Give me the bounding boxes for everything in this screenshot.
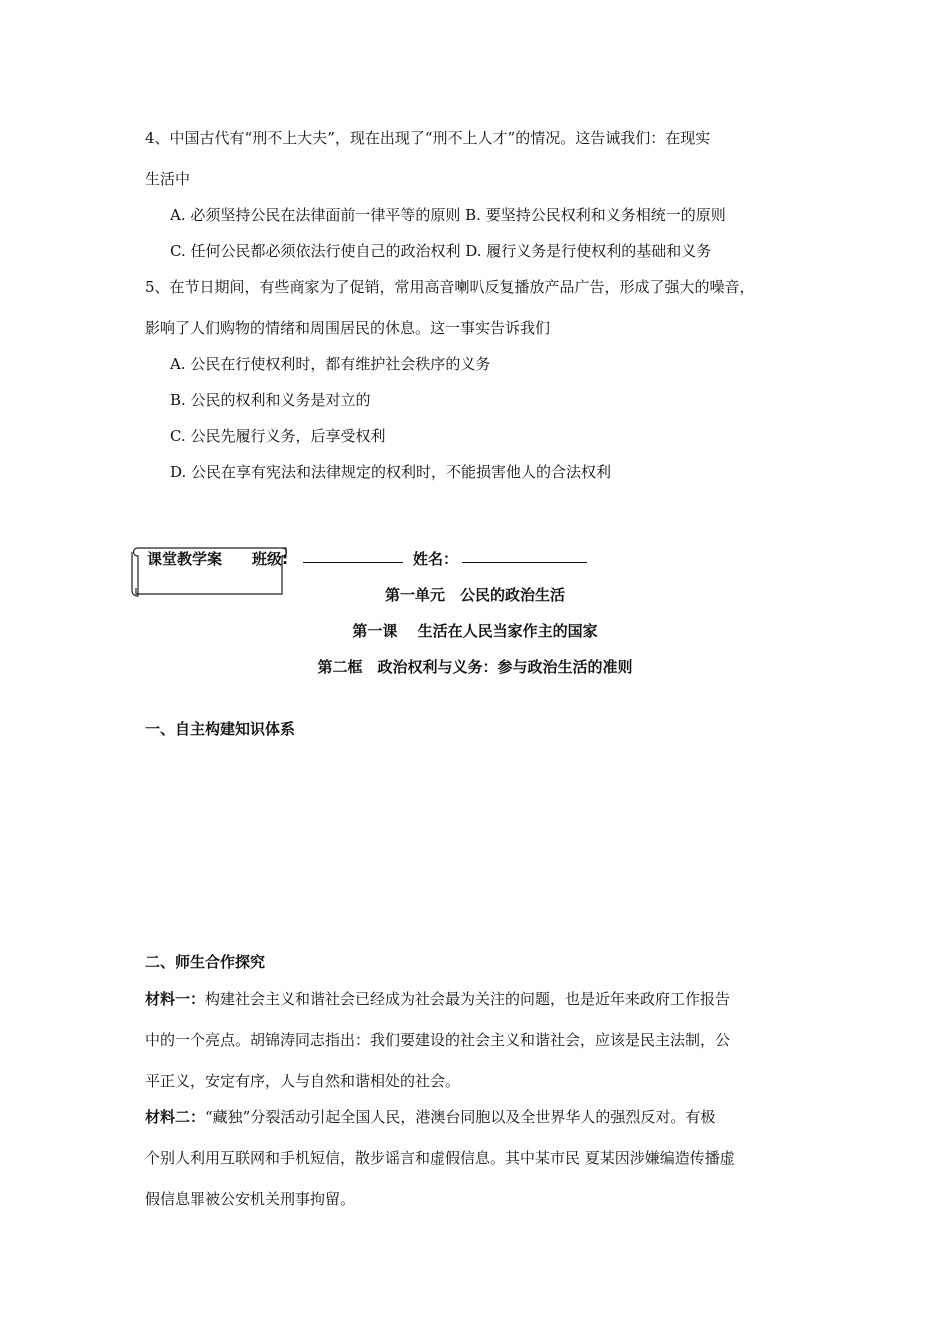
question-4-stem-line2: 生活中: [145, 170, 191, 188]
material-1-line2: 中的一个亮点。胡锦涛同志指出：我们要建设的社会主义和谐社会，应该是民主法制，公: [145, 1031, 731, 1049]
material-2-line2: 个别人利用互联网和手机短信，散步谣言和虚假信息。其中某市民 夏某因涉嫌编造传播虚: [145, 1149, 735, 1167]
case-label: 课堂教学案: [147, 550, 223, 568]
section-2-heading: 二、师生合作探究: [145, 953, 266, 971]
unit-title: 第一单元 公民的政治生活: [384, 586, 565, 604]
lesson-title: 第一课 生活在人民当家作主的国家: [352, 622, 598, 640]
frame-title: 第二框 政治权利与义务：参与政治生活的准则: [317, 658, 633, 676]
question-5-option-c: C. 公民先履行义务，后享受权利: [170, 427, 386, 445]
class-field[interactable]: [303, 548, 403, 567]
material-2-text: “藏独”分裂活动引起全国人民，港澳台同胞以及全世界华人的强烈反对。有极: [205, 1108, 716, 1126]
section-1-heading: 一、自主构建知识体系: [145, 720, 296, 738]
material-2-line3: 假信息罪被公安机关刑事拘留。: [145, 1190, 356, 1208]
material-1-line1: [145, 988, 730, 1009]
material-1-text: 构建社会主义和谐社会已经成为社会最为关注的问题，也是近年来政府工作报告: [205, 990, 731, 1008]
material-1-label: 材料一：: [145, 990, 206, 1008]
name-label: 姓名：: [413, 550, 459, 568]
question-5-option-a: A. 公民在行使权利时，都有维护社会秩序的义务: [170, 355, 491, 373]
material-2-label: 材料二：: [145, 1108, 206, 1126]
question-4-options-cd: C. 任何公民都必须依法行使自己的政治权利 D. 履行义务是行使权利的基础和义务: [170, 242, 712, 260]
name-field[interactable]: [462, 548, 587, 567]
question-5-stem-line1: 5、在节日期间，有些商家为了促销，常用高音喇叭反复播放产品广告，形成了强大的噪音，: [145, 278, 755, 296]
material-1-line3: 平正义，安定有序，人与自然和谐相处的社会。: [145, 1072, 461, 1090]
question-5-stem-line2: 影响了人们购物的情绪和周围居民的休息。这一事实告诉我们: [145, 319, 551, 337]
question-5-option-b: B. 公民的权利和义务是对立的: [170, 391, 371, 409]
question-4-options-ab: A. 必须坚持公民在法律面前一律平等的原则 B. 要坚持公民权利和义务相统一的原则: [170, 206, 726, 224]
question-4-stem-line1: 4、中国古代有“刑不上大夫”，现在出现了“刑不上人才”的情况。这告诫我们：在现实: [145, 129, 711, 147]
material-2-line1: [145, 1106, 715, 1127]
question-5-option-d: D. 公民在享有宪法和法律规定的权利时，不能损害他人的合法权利: [170, 463, 612, 481]
class-label: 班级:: [252, 550, 288, 568]
